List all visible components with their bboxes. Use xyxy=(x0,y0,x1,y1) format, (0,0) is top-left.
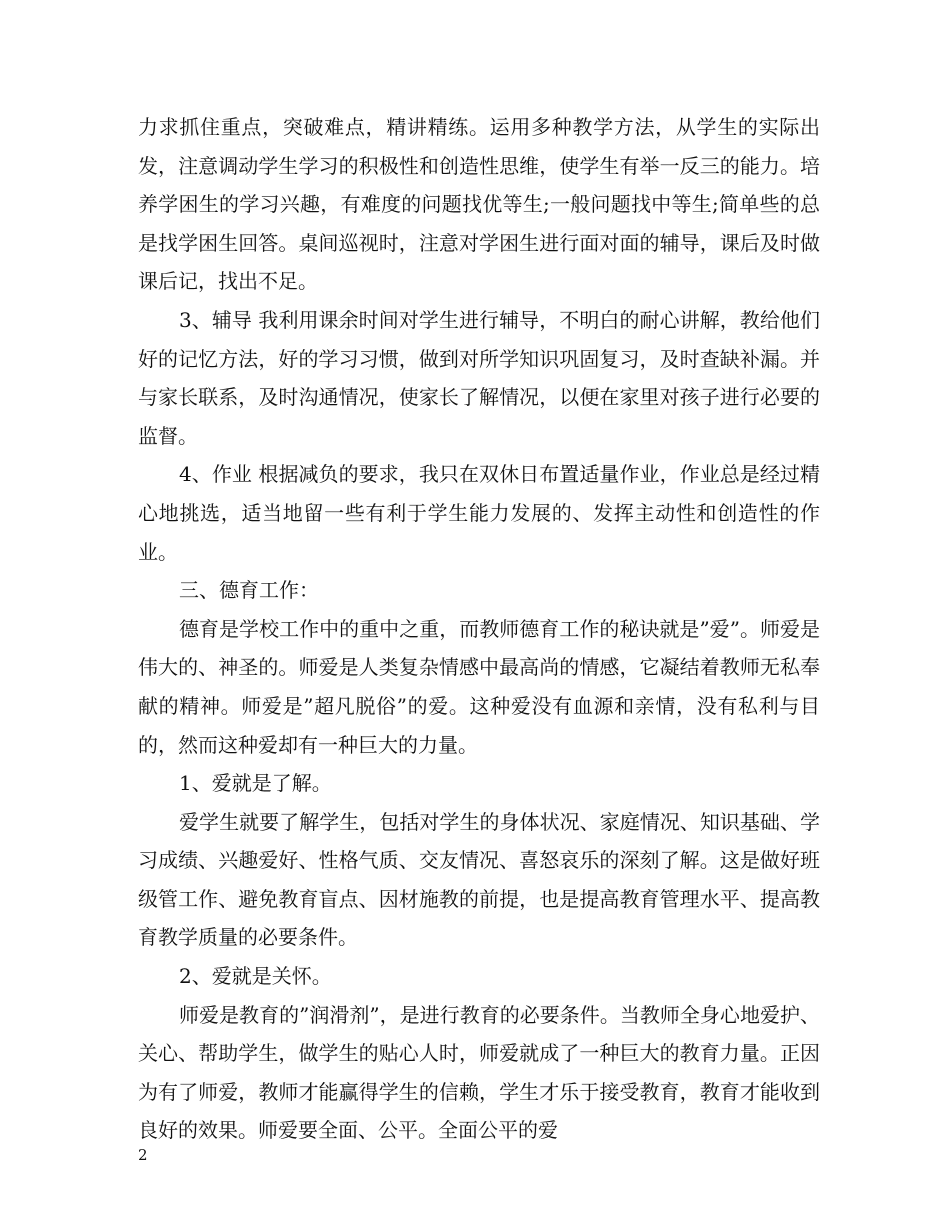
document-body xyxy=(138,108,820,1150)
paragraph-teacher-care: 师爱是教育的”润滑剂”，是进行教育的必要条件。当教师全身心地爱护、关心、帮助学生，做学生的贴心人时，师爱就成了一种巨大的教育力量。正因为有了师爱，教师才能赢得学生的信赖，学生才乐于接受教育，教育才能收到良好的效果。师爱要全面、公平。全面公平的爱 xyxy=(138,1002,820,1143)
paragraph-moral-education: 德育是学校工作中的重中之重，而教师德育工作的秘诀就是”爱”。师爱是伟大的、神圣的。师爱是人类复杂情感中最高尚的情感，它凝结着教师无私奉献的精神。师爱是”超凡脱俗”的爱。这种爱没有血源和亲情，没有私利与目的，然而这种爱却有一种巨大的力量。 xyxy=(138,616,820,757)
subheading-love-is-understanding: 1、爱就是了解。 xyxy=(179,771,332,796)
section-heading-moral-education: 三、德育工作： xyxy=(179,578,319,603)
paragraph-teaching-methods: 力求抓住重点，突破难点，精讲精练。运用多种教学方法，从学生的实际出发，注意调动学生学习的积极性和创造性思维，使学生有举一反三的能力。培养学困生的学习兴趣，有难度的问题找优等生;一般问题找中等生;简单些的总是找学困生回答。桌间巡视时，注意对学困生进行面对面的辅导，课后及时做课后记，找出不足。 xyxy=(138,115,820,294)
paragraph-homework: 4、作业 根据减负的要求，我只在双休日布置适量作业，作业总是经过精心地挑选，适当地留一些有利于学生能力发展的、发挥主动性和创造性的作业。 xyxy=(138,462,820,564)
page-number: 2 xyxy=(138,1146,148,1164)
paragraph-tutoring: 3、辅导 我利用课余时间对学生进行辅导，不明白的耐心讲解，教给他们好的记忆方法，好的学习习惯，做到对所学知识巩固复习，及时查缺补漏。并与家长联系，及时沟通情况，使家长了解情况，以便在家里对孩子进行必要的监督。 xyxy=(138,307,820,448)
subheading-love-is-care: 2、爱就是关怀。 xyxy=(179,964,332,989)
paragraph-understanding-students: 爱学生就要了解学生，包括对学生的身体状况、家庭情况、知识基础、学习成绩、兴趣爱好、性格气质、交友情况、喜怒哀乐的深刻了解。这是做好班级管工作、避免教育盲点、因材施教的前提，也是提高教育管理水平、提高教育教学质量的必要条件。 xyxy=(138,809,820,950)
